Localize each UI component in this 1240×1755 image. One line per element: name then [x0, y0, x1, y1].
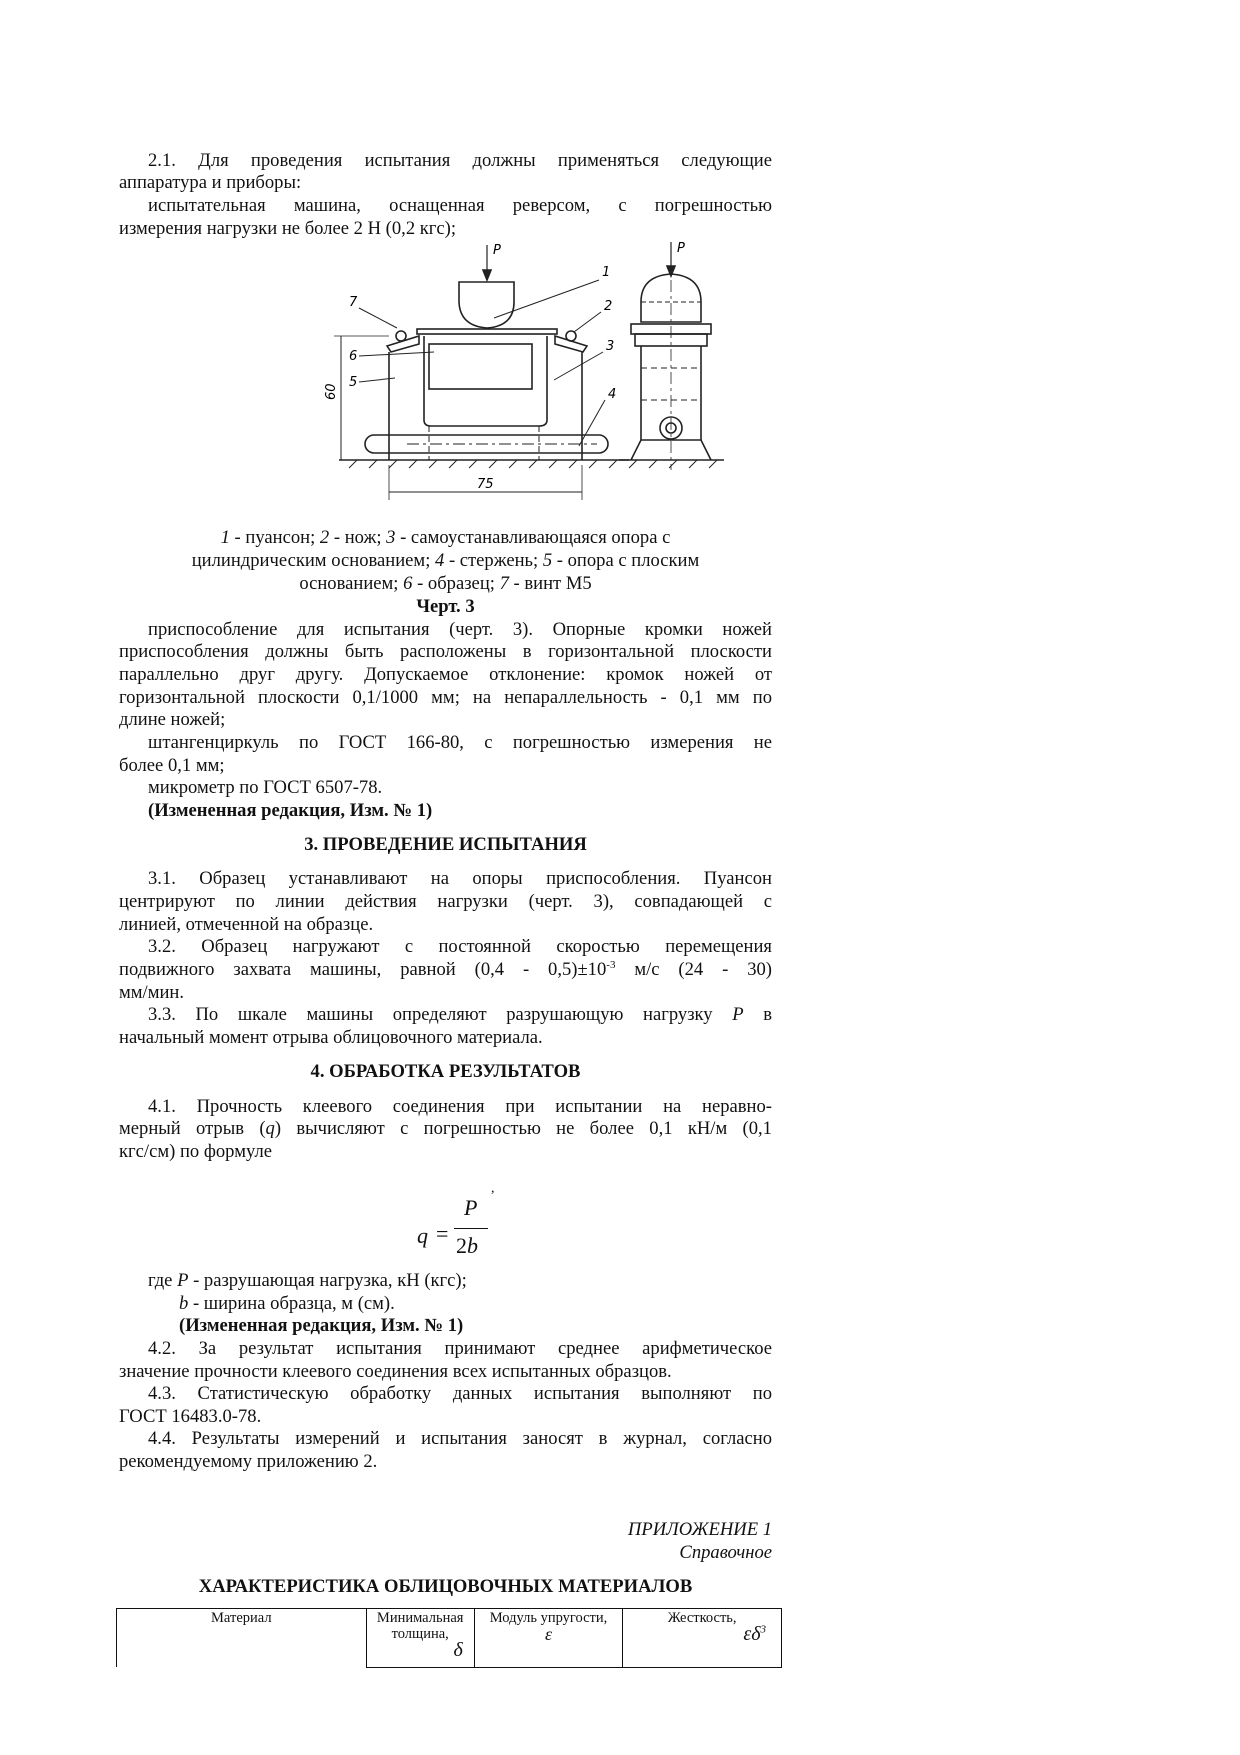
label-1: 1: [602, 265, 611, 280]
label-2: 2: [604, 299, 613, 314]
caliper-line2: более 0,1 мм;: [119, 755, 225, 776]
formula-fraction-bar: [454, 1228, 488, 1229]
label-load-p: P: [493, 243, 501, 258]
fixture-line2: приспособления должны быть расположены в горизонтальной плоскости: [119, 641, 772, 662]
where-b-line: b - ширина образца, м (см).: [179, 1293, 395, 1314]
header-thickness: Минимальная толщина, δ: [366, 1609, 474, 1668]
header-material: Материал: [117, 1609, 367, 1668]
p44-line2: рекомендуемому приложению 2.: [119, 1451, 378, 1472]
appendix-title: ПРИЛОЖЕНИЕ 1: [627, 1519, 772, 1540]
document-page: [119, 0, 772, 1755]
header-stiffness: Жесткость, $\varepsilon\delta^3$: [623, 1609, 782, 1668]
dimension-75: 75: [477, 477, 494, 492]
caliper-line1: штангенциркуль по ГОСТ 166-80, с погрешностью измерения не: [148, 732, 772, 753]
p42-line1: 4.2. За результат испытания принимают среднее арифметическое: [148, 1338, 772, 1359]
label-6: 6: [349, 349, 358, 364]
p43-line2: ГОСТ 16483.0-78.: [119, 1406, 262, 1427]
revision-note-2: (Измененная редакция, Изм. № 1): [179, 1315, 464, 1336]
section-4-heading: 4. ОБРАБОТКА РЕЗУЛЬТАТОВ: [310, 1061, 581, 1082]
formula-denominator: 2b: [456, 1233, 478, 1258]
fixture-line5: длине ножей;: [119, 709, 226, 730]
side-view-drawing: [619, 242, 724, 470]
materials-table: [116, 1608, 782, 1668]
label-load-p-side: P: [677, 241, 685, 256]
appendix-heading: ХАРАКТЕРИСТИКА ОБЛИЦОВОЧНЫХ МАТЕРИАЛОВ: [198, 1576, 693, 1597]
label-5: 5: [349, 375, 358, 390]
paragraph-2-1-line2: аппаратура и приборы:: [119, 172, 302, 193]
p31-line3: линией, отмеченной на образце.: [119, 914, 374, 935]
p32-line3: мм/мин.: [119, 982, 185, 1003]
p41-line2: мерный отрыв (q) вычисляют с погрешностью не более 0,1 кН/м (0,1: [119, 1118, 772, 1139]
formula-comma: ,: [491, 1181, 495, 1196]
p42-line2: значение прочности клеевого соединения всех испытанных образцов.: [119, 1361, 672, 1382]
p41-line3: кгс/см) по формуле: [119, 1141, 272, 1162]
caption-line3: основанием; 6 - образец; 7 - винт М5: [299, 573, 592, 594]
formula-equals: =: [436, 1221, 449, 1246]
label-3: 3: [606, 339, 615, 354]
p41-line1: 4.1. Прочность клеевого соединения при испытании на неравно-: [148, 1096, 772, 1117]
figure-title: Черт. 3: [416, 596, 475, 617]
dimension-60: 60: [324, 383, 339, 400]
punch-shape: [459, 282, 514, 328]
formula-lhs: q: [417, 1223, 428, 1248]
p31-line1: 3.1. Образец устанавливают на опоры приспособления. Пуансон: [148, 868, 772, 889]
paragraph-2-1-line1: 2.1. Для проведения испытания должны применяться следующие: [148, 150, 772, 171]
technical-drawing-fixture: [219, 240, 685, 525]
p32-line2: подвижного захвата машины, равной $(0,4 - 0,5)\pm 10^{-3}$ м/с (24 - 30): [119, 958, 772, 980]
p43-line1: 4.3. Статистическую обработку данных испытания выполняют по: [148, 1383, 772, 1404]
paragraph-machine-line1: испытательная машина, оснащенная реверсом, с погрешностью: [148, 195, 772, 216]
table-header-row: [117, 1609, 782, 1668]
fixture-line4: горизонтальной плоскости 0,1/1000 мм; на непараллельность - 0,1 мм по: [119, 687, 772, 708]
appendix-subtitle: Справочное: [679, 1542, 772, 1563]
p33-line1: 3.3. По шкале машины определяют разрушающую нагрузку P в: [148, 1004, 772, 1025]
caption-line1: 1 - пуансон; 2 - нож; 3 - самоустанавливающаяся опора с: [220, 527, 671, 548]
formula-numerator: P: [464, 1195, 478, 1220]
label-7: 7: [349, 295, 358, 310]
revision-note-1: (Измененная редакция, Изм. № 1): [148, 800, 433, 821]
paragraph-machine-line2: измерения нагрузки не более 2 Н (0,2 кгс);: [119, 218, 457, 239]
drawing-lines: [334, 240, 739, 500]
section-3-heading: 3. ПРОВЕДЕНИЕ ИСПЫТАНИЯ: [304, 834, 587, 855]
label-4: 4: [608, 387, 617, 402]
p33-line2: начальный момент отрыва облицовочного материала.: [119, 1027, 543, 1048]
micrometer-line: микрометр по ГОСТ 6507-78.: [148, 777, 383, 798]
where-p-line: где P - разрушающая нагрузка, кН (кгс);: [148, 1270, 467, 1291]
p31-line2: центрируют по линии действия нагрузки (черт. 3), совпадающей с: [119, 891, 772, 912]
caption-line2: цилиндрическим основанием; 4 - стержень; 5 - опора с плоским: [191, 550, 700, 571]
formula-q: [119, 1181, 772, 1265]
fixture-line1: приспособление для испытания (черт. 3). Опорные кромки ножей: [148, 619, 772, 640]
header-modulus: Модуль упругости, ε: [474, 1609, 623, 1668]
p44-line1: 4.4. Результаты измерений и испытания заносят в журнал, согласно: [148, 1428, 772, 1449]
fixture-line3: параллельно друг другу. Допускаемое отклонение: кромок ножей от: [119, 664, 772, 685]
p32-line1: 3.2. Образец нагружают с постоянной скоростью перемещения: [148, 936, 772, 957]
